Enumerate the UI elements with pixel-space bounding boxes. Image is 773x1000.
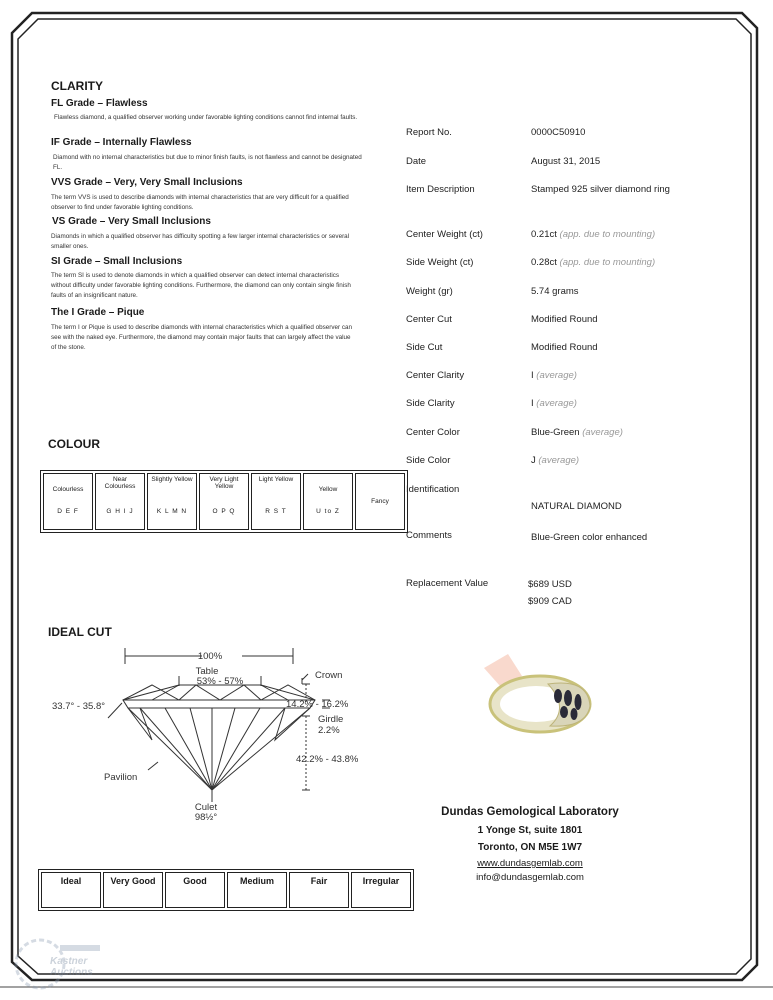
width-label: 100% (197, 651, 223, 662)
value-note: (average) (582, 427, 623, 438)
table-label: Table (195, 666, 219, 677)
report-label: Date (406, 156, 427, 167)
colour-label: Near Colourless (104, 476, 136, 490)
colour-cell (147, 473, 197, 530)
clarity-grade-desc: Diamond with no internal characteristics but due to minor finish faults, is not flawless and cannot be designated FL. (53, 154, 362, 171)
report-value: Stamped 925 silver diamond ring (531, 184, 670, 195)
report-label: Weight (gr) (406, 286, 453, 297)
watermark-logo (10, 930, 120, 990)
colour-grade: D E F (57, 508, 79, 515)
colour-label: Fancy (371, 498, 389, 505)
report-value (531, 257, 655, 268)
cut-grade-table (38, 869, 414, 911)
report-label: Identification (406, 484, 460, 495)
colour-label: Slightly Yellow (151, 476, 193, 483)
lab-name: Dundas Gemological Laboratory (441, 806, 619, 818)
report-value: NATURAL DIAMOND (531, 501, 622, 512)
crown-height-label: 14.2% - 16.2% (286, 699, 349, 710)
girdle-label: Girdle (318, 714, 344, 725)
report-value: Modified Round (531, 314, 598, 325)
lab-address-line2: Toronto, ON M5E 1W7 (477, 842, 583, 853)
report-value: Blue-Green color enhanced (531, 532, 648, 543)
clarity-grade-title: The I Grade – Pique (51, 307, 145, 318)
cut-grade-cell: Irregular (351, 872, 411, 908)
colour-label: Yellow (318, 486, 338, 493)
value-text: I (531, 398, 534, 409)
value-text: 0.21ct (531, 229, 557, 240)
clarity-grade-desc: The term SI is used to denote diamonds in which a qualified observer can detect internal characteristics without difficulty under favorable lighting conditions. Furthermore, the diamond can only contain single finish faults of an insignificant nature. (51, 272, 351, 299)
report-label: Center Color (406, 427, 460, 438)
report-value (531, 229, 655, 240)
watermark-text: Kastner Auctions (50, 956, 93, 978)
clarity-grade-title: IF Grade – Internally Flawless (51, 137, 192, 148)
value-note: (average) (538, 455, 580, 466)
report-label: Item Description (406, 184, 475, 195)
clarity-grade-desc: The term I or Pique is used to describe diamonds with internal characteristics which a qualified observer can see with the naked eye. Furthermore, the diamond may contain major faults that can largely affect the value of the stone. (51, 324, 352, 351)
report-label: Center Weight (ct) (406, 229, 483, 240)
report-label: Report No. (406, 127, 452, 138)
colour-cell (251, 473, 301, 530)
cut-grade-cell: Ideal (41, 872, 101, 908)
clarity-grade-title: VS Grade – Very Small Inclusions (52, 216, 211, 227)
cut-grade-cell: Medium (227, 872, 287, 908)
report-label: Side Cut (406, 342, 443, 353)
colour-cell (303, 473, 353, 530)
report-value: 0000C50910 (531, 127, 586, 138)
colour-label: Very Light Yellow (209, 476, 239, 490)
value-note: (average) (536, 398, 577, 409)
report-label: Comments (406, 530, 452, 541)
colour-heading: COLOUR (48, 437, 100, 451)
report-label: Center Clarity (406, 370, 465, 381)
culet-angle-label: 98½° (194, 812, 218, 823)
clarity-grade-title: FL Grade – Flawless (51, 98, 148, 109)
crown-label: Crown (315, 670, 343, 681)
colour-label: Light Yellow (258, 476, 294, 483)
report-label: Center Cut (406, 314, 452, 325)
colour-cell (95, 473, 145, 530)
colour-grade: G H I J (106, 508, 134, 515)
report-value: August 31, 2015 (531, 156, 601, 167)
colour-scale-table (40, 470, 408, 533)
report-value: $689 USD (528, 579, 572, 590)
cut-grade-cell: Good (165, 872, 225, 908)
cut-grade-cell: Very Good (103, 872, 163, 908)
pavilion-depth-label: 42.2% - 43.8% (296, 754, 359, 765)
diamond-proportions-diagram (40, 640, 380, 840)
report-label: Side Color (406, 455, 451, 466)
value-note: (app. due to mounting) (559, 257, 656, 268)
clarity-grade-title: VVS Grade – Very, Very Small Inclusions (51, 177, 243, 188)
report-value-secondary: $909 CAD (528, 596, 572, 607)
lab-email: info@dundasgemlab.com (476, 872, 584, 883)
report-value (531, 427, 623, 438)
report-value (531, 398, 577, 409)
colour-grade: O P Q (212, 508, 236, 515)
clarity-grade-desc: The term VVS is used to describe diamonds with internal characteristics that are very difficult for a qualified observer to find under favorable lighting conditions. (51, 194, 349, 211)
report-value: Modified Round (531, 342, 598, 353)
colour-label: Colourless (52, 486, 84, 493)
report-value (531, 455, 579, 466)
table-range-label: 53% - 57% (196, 676, 244, 687)
report-value: 5.74 grams (531, 286, 579, 297)
colour-grade: K L M N (156, 508, 188, 515)
lab-address-line1: 1 Yonge St, suite 1801 (477, 825, 583, 836)
report-value (531, 370, 577, 381)
value-text: J (531, 455, 536, 466)
colour-cell (355, 473, 405, 530)
colour-grade: R S T (265, 508, 287, 515)
colour-grade: U to Z (316, 508, 340, 515)
culet-label: Culet (194, 802, 218, 813)
clarity-grade-desc: Flawless diamond, a qualified observer working under favorable lighting conditions cannot find internal faults. (54, 114, 358, 121)
lab-website-link[interactable]: www.dundasgemlab.com (477, 858, 583, 869)
pavilion-label: Pavilion (104, 772, 138, 783)
report-label: Side Clarity (406, 398, 455, 409)
cut-grade-cell: Fair (289, 872, 349, 908)
colour-cell (199, 473, 249, 530)
clarity-grade-title: SI Grade – Small Inclusions (51, 256, 183, 267)
value-text: Blue-Green (531, 427, 580, 438)
crown-angle-label: 33.7° - 35.8° (52, 701, 106, 712)
girdle-pct-label: 2.2% (318, 725, 340, 736)
value-text: 0.28ct (531, 257, 557, 268)
report-label: Replacement Value (406, 578, 489, 589)
ideal-cut-heading: IDEAL CUT (48, 625, 112, 639)
clarity-heading: CLARITY (51, 79, 103, 93)
lab-info (420, 806, 640, 883)
value-note: (average) (536, 370, 577, 381)
value-note: (app. due to mounting) (559, 229, 656, 240)
colour-cell (43, 473, 93, 530)
clarity-grade-desc: Diamonds in which a qualified observer has difficulty spotting a few larger internal characteristics or several smaller ones. (51, 233, 350, 250)
value-text: I (531, 370, 534, 381)
report-label: Side Weight (ct) (406, 257, 474, 268)
ring-photo (478, 648, 608, 748)
